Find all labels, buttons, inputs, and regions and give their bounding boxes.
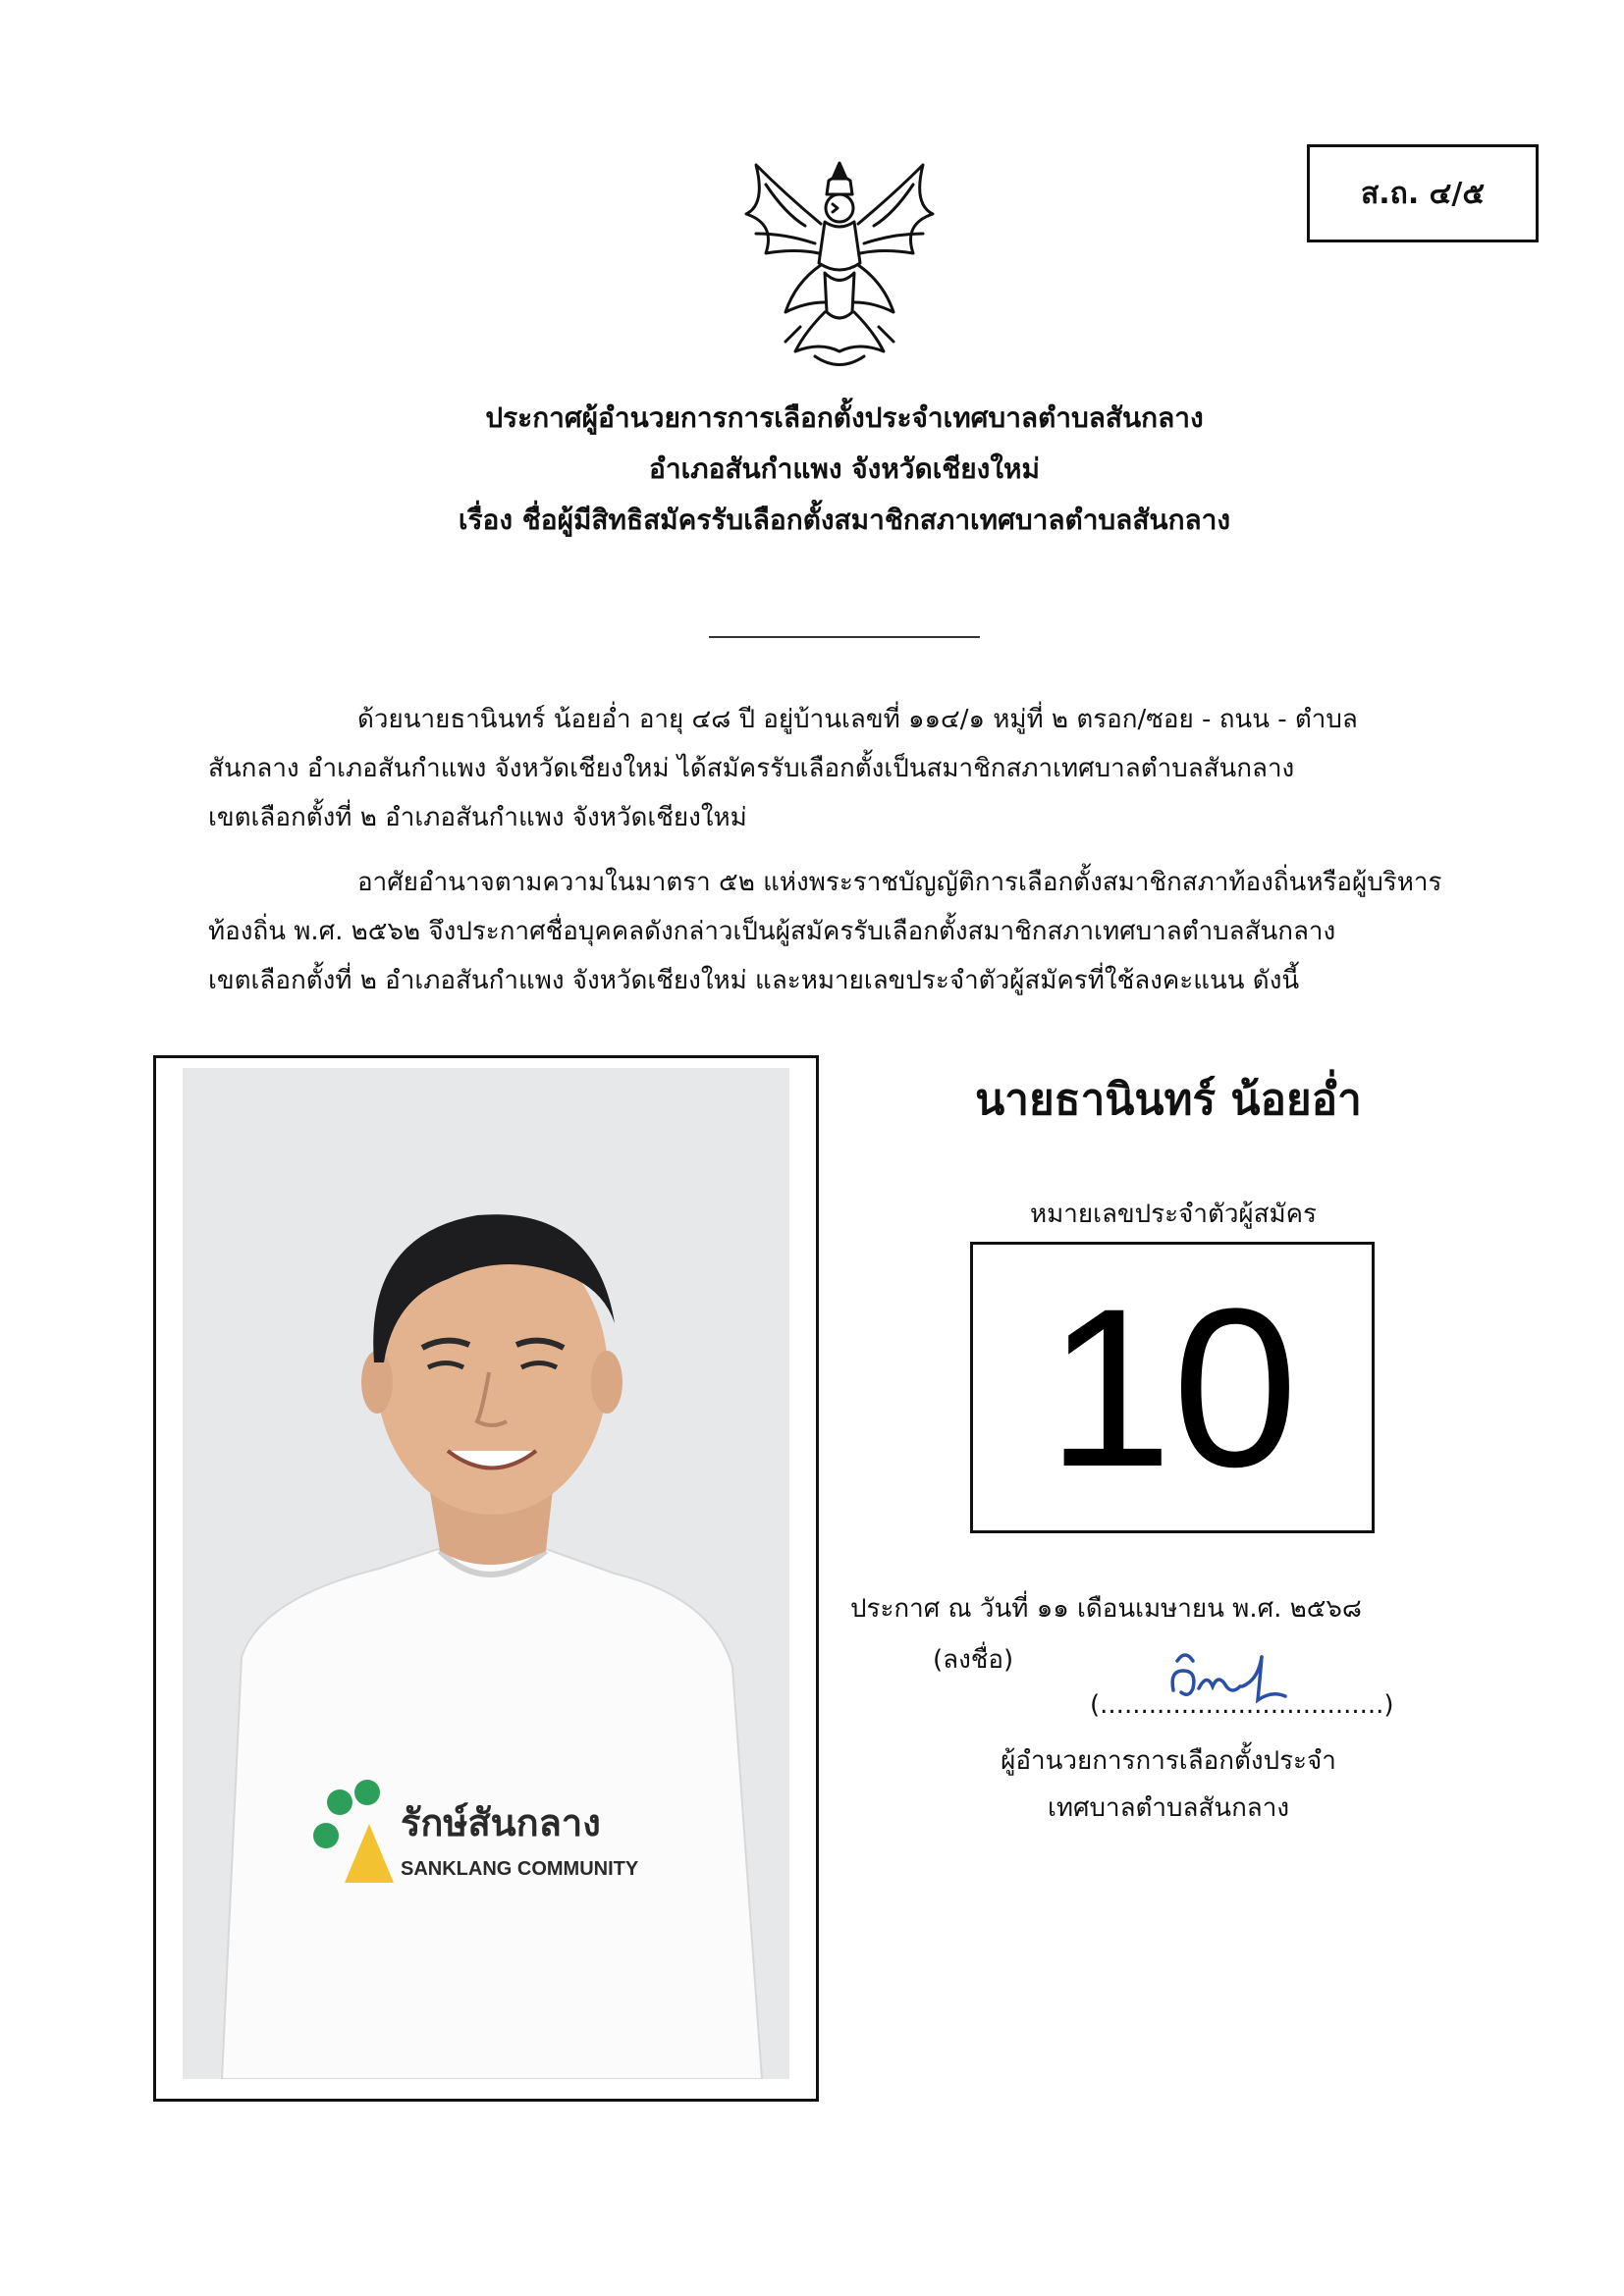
signature-line: (...................................) [1090, 1690, 1394, 1720]
candidate-number-box [970, 1242, 1375, 1533]
shirt-logo-thai: รักษ์สันกลาง [401, 1801, 601, 1844]
paragraph-line: อาศัยอำนาจตามความในมาตรา ๕๒ แห่งพระราชบัญญัติการเลือกตั้งสมาชิกสภาท้องถิ่นหรือผู้บริหาร [357, 868, 1442, 897]
garuda-emblem-icon [727, 155, 952, 373]
candidate-photo [183, 1068, 789, 2079]
paragraph-legal-basis [208, 858, 1475, 1005]
form-code: ส.ถ. ๔/๕ [1360, 176, 1486, 211]
paragraph-line: ด้วยนายธานินทร์ น้อยอ่ำ อายุ ๔๘ ปี อยู่บ้านเลขที่ ๑๑๔/๑ หมู่ที่ ๒ ตรอก/ซอย - ถนน - ตำบล [357, 705, 1358, 734]
title-line-3: เรื่อง ชื่อผู้มีสิทธิสมัครรับเลือกตั้งสมาชิกสภาเทศบาลตำบลสันกลาง [458, 504, 1231, 536]
title-divider [709, 636, 980, 638]
signed-label: (ลงชื่อ) [933, 1645, 1014, 1675]
form-code-box [1307, 144, 1539, 242]
announcement-title [196, 393, 1492, 546]
official-title [982, 1737, 1355, 1832]
official-title-line-2: เทศบาลตำบลสันกลาง [1047, 1793, 1290, 1823]
title-line-2: อำเภอสันกำแพง จังหวัดเชียงใหม่ [649, 453, 1040, 485]
paragraph-line: เขตเลือกตั้งที่ ๒ อำเภอสันกำแพง จังหวัดเชียงใหม่ และหมายเลขประจำตัวผู้สมัครที่ใช้ลงคะแนน ดังนี้ [208, 966, 1300, 995]
candidate-number: 10 [1047, 1260, 1298, 1514]
candidate-name: นายธานินทร์ น้อยอ่ำ [975, 1075, 1362, 1125]
candidate-number-caption: หมายเลขประจำตัวผู้สมัคร [1029, 1200, 1318, 1229]
paragraph-line: เขตเลือกตั้งที่ ๒ อำเภอสันกำแพง จังหวัดเชียงใหม่ [208, 803, 747, 832]
paragraph-candidate-info [208, 695, 1475, 842]
paragraph-line: สันกลาง อำเภอสันกำแพง จังหวัดเชียงใหม่ ได้สมัครรับเลือกตั้งเป็นสมาชิกสภาเทศบาลตำบลสันกลาง [208, 754, 1295, 783]
shirt-logo-english: SANKLANG COMMUNITY [401, 1858, 639, 1880]
announce-date: ประกาศ ณ วันที่ ๑๑ เดือนเมษายน พ.ศ. ๒๕๖๘ [850, 1594, 1362, 1624]
title-line-1: ประกาศผู้อำนวยการการเลือกตั้งประจำเทศบาลตำบลสันกลาง [485, 401, 1204, 434]
paragraph-line: ท้องถิ่น พ.ศ. ๒๕๖๒ จึงประกาศชื่อบุคคลดังกล่าวเป็นผู้สมัครรับเลือกตั้งสมาชิกสภาเทศบาลตำบลสันกลาง [208, 917, 1336, 946]
official-title-line-1: ผู้อำนวยการการเลือกตั้งประจำ [1001, 1746, 1336, 1776]
